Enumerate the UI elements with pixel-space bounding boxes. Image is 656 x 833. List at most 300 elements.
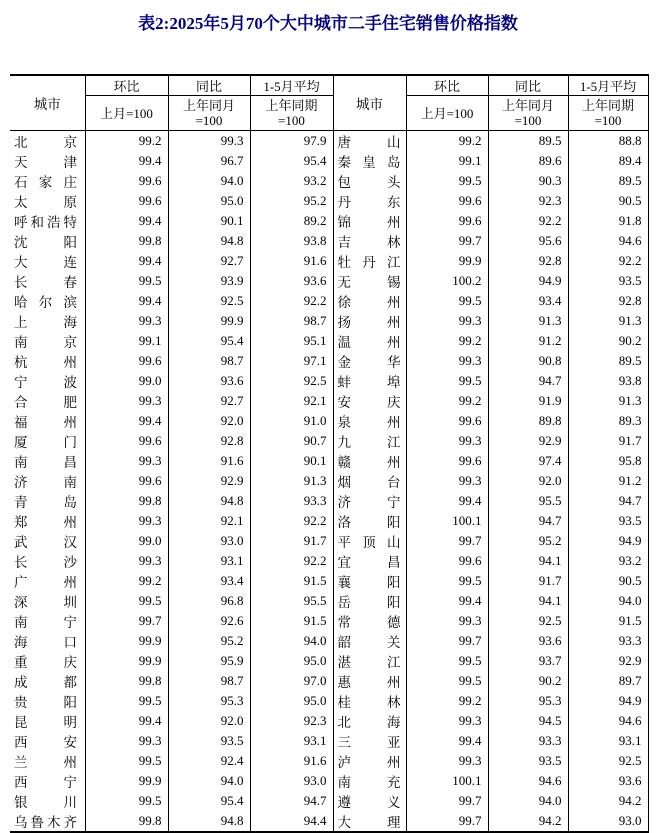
yoy-value-cell: 95.2 bbox=[488, 531, 568, 551]
city-cell bbox=[10, 391, 85, 411]
avg-value-cell: 93.0 bbox=[568, 811, 648, 832]
table-row bbox=[10, 311, 648, 331]
mom-value-cell: 99.6 bbox=[85, 351, 168, 371]
header-city-left: 城市 bbox=[10, 75, 85, 131]
header-line: 上年同月 bbox=[182, 98, 235, 113]
city-name: 银川 bbox=[14, 795, 77, 810]
yoy-value-cell: 94.6 bbox=[488, 771, 568, 791]
yoy-value-cell: 92.5 bbox=[488, 611, 568, 631]
avg-value-cell: 92.8 bbox=[568, 291, 648, 311]
table-row bbox=[10, 731, 648, 751]
city-cell bbox=[10, 411, 85, 431]
avg-value-cell: 92.5 bbox=[568, 751, 648, 771]
table-row bbox=[10, 371, 648, 391]
city-cell bbox=[10, 331, 85, 351]
mom-value-cell: 99.3 bbox=[406, 611, 488, 631]
avg-value-cell: 89.5 bbox=[568, 351, 648, 371]
yoy-value-cell: 94.1 bbox=[488, 591, 568, 611]
yoy-value-cell: 94.7 bbox=[488, 511, 568, 531]
avg-value-cell: 93.5 bbox=[568, 271, 648, 291]
mom-value-cell: 99.5 bbox=[406, 371, 488, 391]
table-row bbox=[10, 291, 648, 311]
avg-value-cell: 91.6 bbox=[250, 751, 333, 771]
mom-value-cell: 100.2 bbox=[406, 271, 488, 291]
yoy-value-cell: 93.6 bbox=[168, 371, 250, 391]
yoy-value-cell: 93.5 bbox=[488, 751, 568, 771]
city-name: 济宁 bbox=[337, 495, 401, 510]
city-cell bbox=[10, 431, 85, 451]
mom-value-cell: 99.6 bbox=[406, 451, 488, 471]
city-cell bbox=[10, 371, 85, 391]
city-cell bbox=[333, 471, 406, 491]
yoy-value-cell: 92.7 bbox=[168, 251, 250, 271]
yoy-value-cell: 96.8 bbox=[168, 591, 250, 611]
yoy-value-cell: 90.8 bbox=[488, 351, 568, 371]
city-cell bbox=[333, 571, 406, 591]
yoy-value-cell: 92.0 bbox=[168, 411, 250, 431]
yoy-value-cell: 93.9 bbox=[168, 271, 250, 291]
city-cell bbox=[333, 671, 406, 691]
mom-value-cell: 99.8 bbox=[85, 811, 168, 832]
avg-value-cell: 97.0 bbox=[250, 671, 333, 691]
city-cell bbox=[10, 591, 85, 611]
yoy-value-cell: 99.3 bbox=[168, 131, 250, 152]
avg-value-cell: 95.1 bbox=[250, 331, 333, 351]
avg-value-cell: 91.8 bbox=[568, 211, 648, 231]
city-cell bbox=[10, 771, 85, 791]
mom-value-cell: 99.9 bbox=[406, 251, 488, 271]
yoy-value-cell: 94.8 bbox=[168, 231, 250, 251]
avg-value-cell: 93.1 bbox=[250, 731, 333, 751]
yoy-value-cell: 93.5 bbox=[168, 731, 250, 751]
header-line: =100 bbox=[514, 113, 542, 128]
city-cell bbox=[10, 451, 85, 471]
avg-value-cell: 93.2 bbox=[568, 551, 648, 571]
city-cell bbox=[10, 511, 85, 531]
table-row bbox=[10, 431, 648, 451]
mom-value-cell: 99.3 bbox=[406, 431, 488, 451]
yoy-value-cell: 92.5 bbox=[168, 291, 250, 311]
yoy-value-cell: 92.4 bbox=[168, 751, 250, 771]
yoy-value-cell: 92.0 bbox=[168, 711, 250, 731]
yoy-value-cell: 90.2 bbox=[488, 671, 568, 691]
avg-value-cell: 91.5 bbox=[250, 571, 333, 591]
mom-value-cell: 99.5 bbox=[406, 171, 488, 191]
city-cell bbox=[333, 631, 406, 651]
avg-value-cell: 93.8 bbox=[250, 231, 333, 251]
city-cell bbox=[333, 411, 406, 431]
yoy-value-cell: 94.8 bbox=[168, 491, 250, 511]
city-cell bbox=[10, 231, 85, 251]
city-name: 大连 bbox=[14, 255, 77, 270]
city-name: 合肥 bbox=[14, 395, 77, 410]
table-row bbox=[10, 231, 648, 251]
avg-value-cell: 95.2 bbox=[250, 191, 333, 211]
table-row bbox=[10, 191, 648, 211]
header-yoy-base-left bbox=[168, 96, 250, 131]
city-cell bbox=[333, 331, 406, 351]
avg-value-cell: 88.8 bbox=[568, 131, 648, 152]
table-row bbox=[10, 671, 648, 691]
avg-value-cell: 98.7 bbox=[250, 311, 333, 331]
yoy-value-cell: 92.7 bbox=[168, 391, 250, 411]
city-name: 贵阳 bbox=[14, 695, 77, 710]
header-mom-base-left: 上月=100 bbox=[85, 96, 168, 131]
city-cell bbox=[10, 271, 85, 291]
mom-value-cell: 99.5 bbox=[85, 591, 168, 611]
avg-value-cell: 95.0 bbox=[250, 651, 333, 671]
yoy-value-cell: 94.0 bbox=[488, 791, 568, 811]
table-row bbox=[10, 591, 648, 611]
mom-value-cell: 99.5 bbox=[85, 791, 168, 811]
city-name: 呼和浩特 bbox=[14, 215, 77, 230]
city-cell bbox=[333, 811, 406, 832]
avg-value-cell: 94.0 bbox=[568, 591, 648, 611]
city-cell bbox=[10, 811, 85, 832]
mom-value-cell: 99.0 bbox=[85, 531, 168, 551]
table-row bbox=[10, 551, 648, 571]
city-name: 长春 bbox=[14, 275, 77, 290]
city-cell bbox=[10, 151, 85, 171]
city-name: 郑州 bbox=[14, 515, 77, 530]
mom-value-cell: 99.6 bbox=[406, 191, 488, 211]
city-cell bbox=[333, 511, 406, 531]
yoy-value-cell: 93.4 bbox=[168, 571, 250, 591]
city-name: 成都 bbox=[14, 675, 77, 690]
city-cell bbox=[333, 151, 406, 171]
yoy-value-cell: 97.4 bbox=[488, 451, 568, 471]
city-name: 平顶山 bbox=[337, 535, 401, 550]
mom-value-cell: 99.2 bbox=[85, 571, 168, 591]
city-name: 襄阳 bbox=[337, 575, 401, 590]
city-name: 长沙 bbox=[14, 555, 77, 570]
avg-value-cell: 95.5 bbox=[250, 591, 333, 611]
avg-value-cell: 94.6 bbox=[568, 231, 648, 251]
city-name: 海口 bbox=[14, 635, 77, 650]
city-cell bbox=[333, 731, 406, 751]
city-name: 北京 bbox=[14, 135, 77, 150]
city-name: 洛阳 bbox=[337, 515, 401, 530]
mom-value-cell: 99.3 bbox=[406, 751, 488, 771]
city-cell bbox=[10, 471, 85, 491]
avg-value-cell: 91.5 bbox=[250, 611, 333, 631]
table-row bbox=[10, 811, 648, 832]
avg-value-cell: 91.7 bbox=[250, 531, 333, 551]
city-name: 深圳 bbox=[14, 595, 77, 610]
table-row bbox=[10, 411, 648, 431]
avg-value-cell: 89.7 bbox=[568, 671, 648, 691]
header-yoy-right: 同比 bbox=[488, 75, 568, 96]
avg-value-cell: 94.4 bbox=[250, 811, 333, 832]
city-name: 惠州 bbox=[337, 675, 401, 690]
table-row bbox=[10, 251, 648, 271]
mom-value-cell: 99.7 bbox=[406, 791, 488, 811]
avg-value-cell: 93.5 bbox=[568, 511, 648, 531]
city-name: 温州 bbox=[337, 335, 401, 350]
city-cell bbox=[10, 631, 85, 651]
mom-value-cell: 99.6 bbox=[85, 171, 168, 191]
header-city-right: 城市 bbox=[333, 75, 406, 131]
mom-value-cell: 99.0 bbox=[85, 371, 168, 391]
city-name: 岳阳 bbox=[337, 595, 401, 610]
yoy-value-cell: 98.7 bbox=[168, 351, 250, 371]
mom-value-cell: 99.4 bbox=[85, 291, 168, 311]
yoy-value-cell: 95.2 bbox=[168, 631, 250, 651]
avg-value-cell: 97.1 bbox=[250, 351, 333, 371]
yoy-value-cell: 96.7 bbox=[168, 151, 250, 171]
city-cell bbox=[10, 351, 85, 371]
yoy-value-cell: 92.2 bbox=[488, 211, 568, 231]
city-cell bbox=[333, 451, 406, 471]
yoy-value-cell: 89.8 bbox=[488, 411, 568, 431]
mom-value-cell: 99.3 bbox=[406, 311, 488, 331]
city-cell bbox=[333, 171, 406, 191]
city-name: 上海 bbox=[14, 315, 77, 330]
city-name: 赣州 bbox=[337, 455, 401, 470]
yoy-value-cell: 90.1 bbox=[168, 211, 250, 231]
city-name: 广州 bbox=[14, 575, 77, 590]
city-cell bbox=[10, 651, 85, 671]
table-row bbox=[10, 331, 648, 351]
mom-value-cell: 99.5 bbox=[85, 691, 168, 711]
mom-value-cell: 99.5 bbox=[85, 751, 168, 771]
city-name: 石家庄 bbox=[14, 175, 77, 190]
city-cell bbox=[10, 791, 85, 811]
city-cell bbox=[333, 231, 406, 251]
city-name: 武汉 bbox=[14, 535, 77, 550]
avg-value-cell: 91.7 bbox=[568, 431, 648, 451]
mom-value-cell: 99.5 bbox=[406, 651, 488, 671]
city-name: 唐山 bbox=[337, 135, 401, 150]
table-row bbox=[10, 511, 648, 531]
yoy-value-cell: 95.6 bbox=[488, 231, 568, 251]
avg-value-cell: 94.7 bbox=[250, 791, 333, 811]
yoy-value-cell: 92.0 bbox=[488, 471, 568, 491]
city-cell bbox=[333, 251, 406, 271]
mom-value-cell: 99.6 bbox=[406, 551, 488, 571]
city-name: 秦皇岛 bbox=[337, 155, 401, 170]
avg-value-cell: 89.2 bbox=[250, 211, 333, 231]
city-cell bbox=[333, 351, 406, 371]
table-row bbox=[10, 351, 648, 371]
header-avg-left: 1-5月平均 bbox=[250, 75, 333, 96]
yoy-value-cell: 93.6 bbox=[488, 631, 568, 651]
avg-value-cell: 91.2 bbox=[568, 471, 648, 491]
yoy-value-cell: 92.1 bbox=[168, 511, 250, 531]
yoy-value-cell: 95.5 bbox=[488, 491, 568, 511]
city-name: 安庆 bbox=[337, 395, 401, 410]
header-yoy-base-right bbox=[488, 96, 568, 131]
yoy-value-cell: 91.6 bbox=[168, 451, 250, 471]
city-name: 扬州 bbox=[337, 315, 401, 330]
table-row bbox=[10, 631, 648, 651]
city-cell bbox=[333, 371, 406, 391]
yoy-value-cell: 93.1 bbox=[168, 551, 250, 571]
avg-value-cell: 93.1 bbox=[568, 731, 648, 751]
header-row-1 bbox=[10, 75, 648, 96]
city-cell bbox=[10, 611, 85, 631]
yoy-value-cell: 95.4 bbox=[168, 331, 250, 351]
avg-value-cell: 92.3 bbox=[250, 711, 333, 731]
header-line: =100 bbox=[195, 113, 223, 128]
city-name: 西宁 bbox=[14, 775, 77, 790]
mom-value-cell: 99.3 bbox=[406, 711, 488, 731]
avg-value-cell: 91.3 bbox=[568, 311, 648, 331]
yoy-value-cell: 91.2 bbox=[488, 331, 568, 351]
city-cell bbox=[333, 311, 406, 331]
city-cell bbox=[333, 691, 406, 711]
avg-value-cell: 91.3 bbox=[568, 391, 648, 411]
city-name: 天津 bbox=[14, 155, 77, 170]
yoy-value-cell: 98.7 bbox=[168, 671, 250, 691]
city-cell bbox=[10, 731, 85, 751]
city-cell bbox=[10, 131, 85, 152]
city-name: 锦州 bbox=[337, 215, 401, 230]
city-cell bbox=[333, 491, 406, 511]
header-avg-base-right bbox=[568, 96, 648, 131]
city-name: 重庆 bbox=[14, 655, 77, 670]
yoy-value-cell: 94.5 bbox=[488, 711, 568, 731]
header-mom-base-right: 上月=100 bbox=[406, 96, 488, 131]
mom-value-cell: 99.9 bbox=[85, 771, 168, 791]
table-row bbox=[10, 391, 648, 411]
city-name: 常德 bbox=[337, 615, 401, 630]
header-yoy-left: 同比 bbox=[168, 75, 250, 96]
city-name: 福州 bbox=[14, 415, 77, 430]
city-cell bbox=[333, 131, 406, 152]
header-line: 上年同期 bbox=[265, 98, 318, 113]
avg-value-cell: 97.9 bbox=[250, 131, 333, 152]
city-cell bbox=[333, 791, 406, 811]
avg-value-cell: 89.4 bbox=[568, 151, 648, 171]
city-cell bbox=[10, 751, 85, 771]
table-row bbox=[10, 711, 648, 731]
yoy-value-cell: 93.4 bbox=[488, 291, 568, 311]
city-name: 济南 bbox=[14, 475, 77, 490]
city-name: 兰州 bbox=[14, 755, 77, 770]
avg-value-cell: 95.0 bbox=[250, 691, 333, 711]
city-cell bbox=[10, 171, 85, 191]
header-line: =100 bbox=[594, 113, 622, 128]
mom-value-cell: 99.2 bbox=[406, 331, 488, 351]
city-name: 泉州 bbox=[337, 415, 401, 430]
yoy-value-cell: 94.9 bbox=[488, 271, 568, 291]
table-header bbox=[10, 75, 648, 131]
city-name: 三亚 bbox=[337, 735, 401, 750]
avg-value-cell: 92.2 bbox=[568, 251, 648, 271]
table-row bbox=[10, 171, 648, 191]
city-name: 南宁 bbox=[14, 615, 77, 630]
mom-value-cell: 99.4 bbox=[406, 731, 488, 751]
table-row bbox=[10, 451, 648, 471]
avg-value-cell: 91.3 bbox=[250, 471, 333, 491]
city-name: 蚌埠 bbox=[337, 375, 401, 390]
mom-value-cell: 99.8 bbox=[85, 491, 168, 511]
table-row bbox=[10, 491, 648, 511]
yoy-value-cell: 94.7 bbox=[488, 371, 568, 391]
city-name: 遵义 bbox=[337, 795, 401, 810]
avg-value-cell: 90.5 bbox=[568, 571, 648, 591]
mom-value-cell: 99.6 bbox=[406, 411, 488, 431]
city-cell bbox=[10, 551, 85, 571]
city-name: 南充 bbox=[337, 775, 401, 790]
mom-value-cell: 99.3 bbox=[85, 451, 168, 471]
avg-value-cell: 92.2 bbox=[250, 511, 333, 531]
city-cell bbox=[333, 651, 406, 671]
avg-value-cell: 94.7 bbox=[568, 491, 648, 511]
avg-value-cell: 93.0 bbox=[250, 771, 333, 791]
table-row bbox=[10, 791, 648, 811]
header-mom-right: 环比 bbox=[406, 75, 488, 96]
avg-value-cell: 92.2 bbox=[250, 291, 333, 311]
mom-value-cell: 99.8 bbox=[85, 231, 168, 251]
avg-value-cell: 89.5 bbox=[568, 171, 648, 191]
mom-value-cell: 99.7 bbox=[406, 631, 488, 651]
mom-value-cell: 99.6 bbox=[85, 431, 168, 451]
yoy-value-cell: 95.0 bbox=[168, 191, 250, 211]
avg-value-cell: 92.2 bbox=[250, 551, 333, 571]
city-name: 青岛 bbox=[14, 495, 77, 510]
yoy-value-cell: 89.5 bbox=[488, 131, 568, 152]
city-cell bbox=[333, 751, 406, 771]
yoy-value-cell: 93.0 bbox=[168, 531, 250, 551]
city-cell bbox=[333, 711, 406, 731]
yoy-value-cell: 92.8 bbox=[488, 251, 568, 271]
yoy-value-cell: 91.7 bbox=[488, 571, 568, 591]
avg-value-cell: 93.3 bbox=[568, 631, 648, 651]
yoy-value-cell: 89.6 bbox=[488, 151, 568, 171]
table-row bbox=[10, 571, 648, 591]
avg-value-cell: 90.2 bbox=[568, 331, 648, 351]
yoy-value-cell: 92.9 bbox=[488, 431, 568, 451]
city-name: 湛江 bbox=[337, 655, 401, 670]
mom-value-cell: 99.2 bbox=[406, 391, 488, 411]
table-row bbox=[10, 751, 648, 771]
city-name: 沈阳 bbox=[14, 235, 77, 250]
mom-value-cell: 99.4 bbox=[406, 591, 488, 611]
mom-value-cell: 99.6 bbox=[85, 471, 168, 491]
city-cell bbox=[333, 391, 406, 411]
mom-value-cell: 99.9 bbox=[85, 631, 168, 651]
mom-value-cell: 99.3 bbox=[85, 551, 168, 571]
mom-value-cell: 99.5 bbox=[85, 271, 168, 291]
city-name: 西安 bbox=[14, 735, 77, 750]
city-name: 包头 bbox=[337, 175, 401, 190]
city-name: 太原 bbox=[14, 195, 77, 210]
yoy-value-cell: 92.3 bbox=[488, 191, 568, 211]
city-name: 烟台 bbox=[337, 475, 401, 490]
city-cell bbox=[10, 571, 85, 591]
yoy-value-cell: 99.9 bbox=[168, 311, 250, 331]
header-avg-right: 1-5月平均 bbox=[568, 75, 648, 96]
yoy-value-cell: 93.7 bbox=[488, 651, 568, 671]
avg-value-cell: 94.0 bbox=[250, 631, 333, 651]
header-line: 上年同月 bbox=[501, 98, 554, 113]
city-cell bbox=[333, 431, 406, 451]
avg-value-cell: 91.5 bbox=[568, 611, 648, 631]
price-index-table bbox=[10, 74, 649, 833]
avg-value-cell: 89.3 bbox=[568, 411, 648, 431]
mom-value-cell: 99.3 bbox=[85, 311, 168, 331]
city-cell bbox=[10, 491, 85, 511]
yoy-value-cell: 95.3 bbox=[168, 691, 250, 711]
city-name: 吉林 bbox=[337, 235, 401, 250]
mom-value-cell: 99.2 bbox=[406, 691, 488, 711]
avg-value-cell: 93.3 bbox=[250, 491, 333, 511]
city-name: 杭州 bbox=[14, 355, 77, 370]
city-name: 宁波 bbox=[14, 375, 77, 390]
mom-value-cell: 99.3 bbox=[406, 471, 488, 491]
